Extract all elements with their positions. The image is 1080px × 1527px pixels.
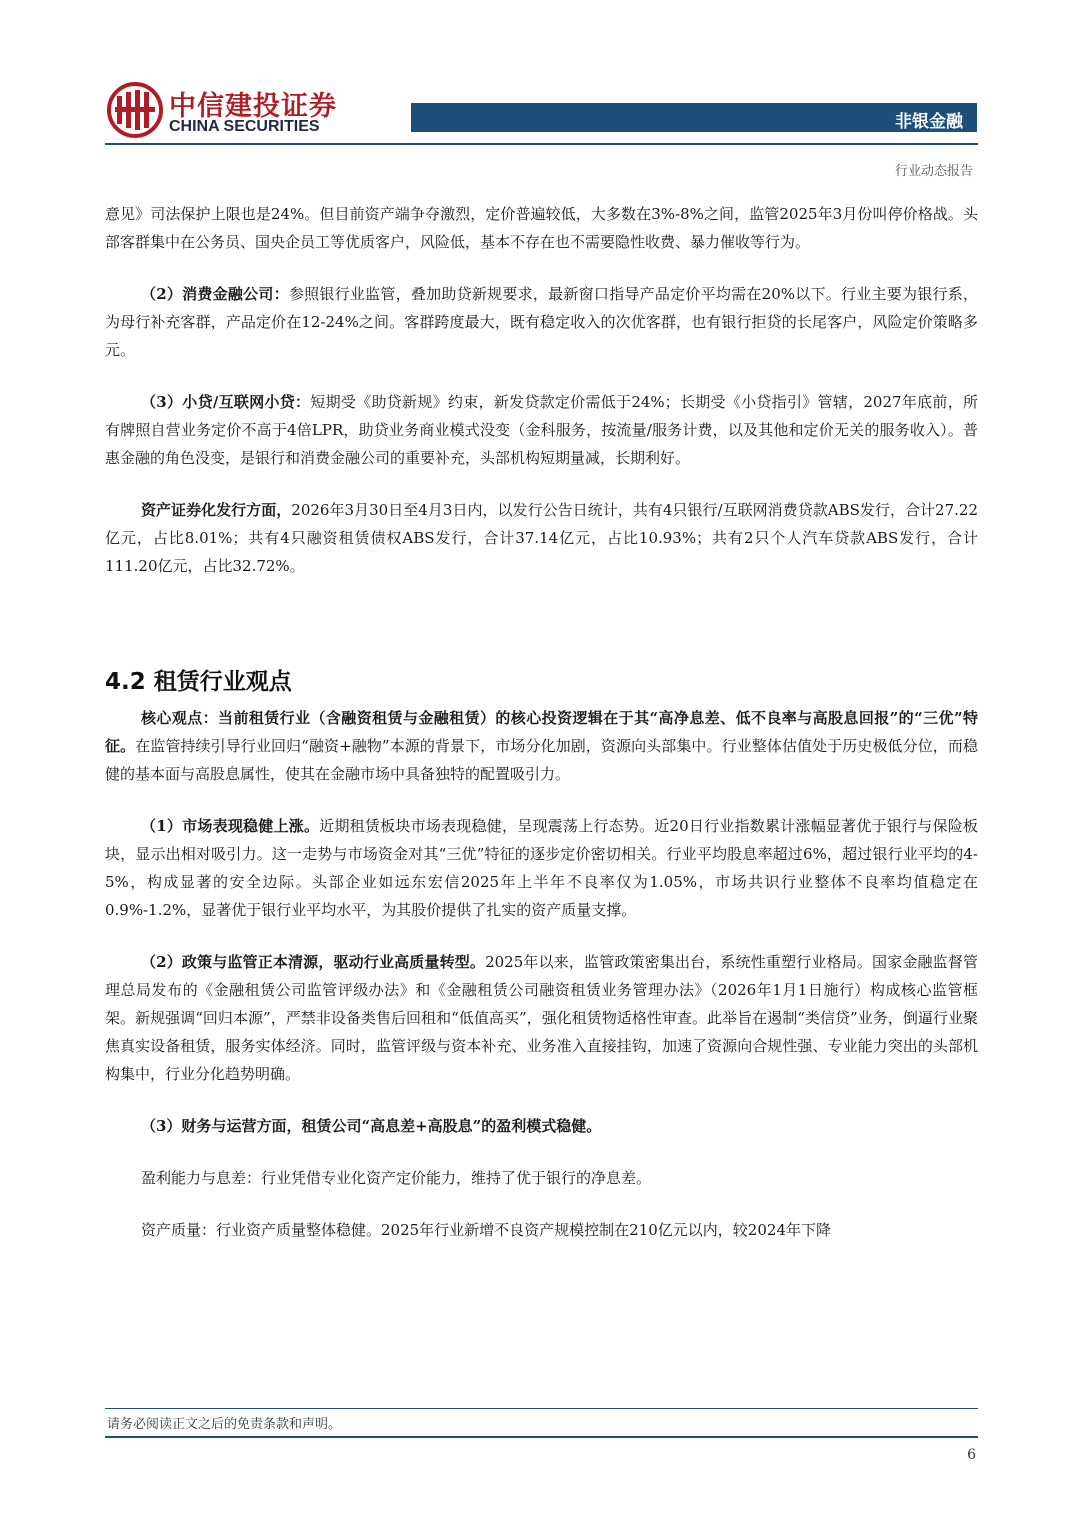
paragraph-regulation xyxy=(105,948,978,1088)
paragraph-microloan xyxy=(105,388,978,472)
paragraph-finance-ops: （3）财务与运营方面，租赁公司“高息差+高股息”的盈利模式稳健。 xyxy=(141,1117,602,1135)
banner-label: 非银金融 xyxy=(895,112,963,132)
disclaimer-note: 请务必阅读正文之后的免责条款和声明。 xyxy=(107,1417,342,1432)
footer-divider-top xyxy=(105,1408,978,1409)
paragraph-lead: 核心观点：当前租赁行业（含融资租赁与金融租赁）的核心投资逻辑在于其“高净息差、低不良率与高股息回报”的“三优”特征。 xyxy=(105,709,978,755)
logo-text-cn: 中信建投证券 xyxy=(169,91,337,122)
paragraph-market-performance xyxy=(105,812,978,924)
paragraph-profitability: 盈利能力与息差：行业凭借专业化资产定价能力，维持了优于银行的净息差。 xyxy=(141,1169,652,1187)
header-divider xyxy=(105,143,978,145)
page-number: 6 xyxy=(967,1447,976,1463)
paragraph-asset-quality: 资产质量：行业资产质量整体稳健。2025年行业新增不良资产规模控制在210亿元以内，较2024年下降 xyxy=(141,1221,831,1239)
paragraph-core-view xyxy=(105,704,978,788)
paragraph-abs-issuance xyxy=(105,496,978,580)
report-type-label: 行业动态报告 xyxy=(894,164,973,179)
paragraph-text: 2025年以来，监管政策密集出台，系统性重塑行业格局。国家金融监督管理总局发布的《金融租赁公司监管评级办法》和《金融租赁公司融资租赁业务管理办法》（2026年1月1日施行）构成核心监管框架。新规强调“回归本源”，严禁非设备类售后回租和“低值高买”，强化租赁物适格性审查。此举旨在遏制“类信贷”业务，倒逼行业聚焦真实设备租赁，服务实体经济。同时，监管评级与资本补充、业务准入直接挂钩，加速了资源向合规性强、专业能力突出的头部机构集中，行业分化趋势明确。 xyxy=(105,953,978,1083)
brand-logo xyxy=(107,82,347,142)
page-body xyxy=(105,200,978,1244)
logo-text-en: CHINA SECURITIES xyxy=(169,118,320,135)
citic-logo-icon xyxy=(107,82,163,138)
paragraph-text: 2026年3月30日至4月3日内，以发行公告日统计，共有4只银行/互联网消费贷款ABS发行，合计27.22亿元，占比8.01%；共有4只融资租赁债权ABS发行，合计37.14亿元，占比10.93%；共有2只个人汽车贷款ABS发行，合计111.20亿元，占比32.72%。 xyxy=(105,501,978,575)
paragraph-text: 在监管持续引导行业回归“融资+融物”本源的背景下，市场分化加剧，资源向头部集中。行业整体估值处于历史极低分位，而稳健的基本面与高股息属性，使其在金融市场中具备独特的配置吸引力。 xyxy=(105,737,978,783)
paragraph-1: 意见》司法保护上限也是24%。但目前资产端争夺激烈，定价普遍较低，大多数在3%-8%之间，监管2025年3月份叫停价格战。头部客群集中在公务员、国央企员工等优质客户，风险低，基本不存在也不需要隐性收费、暴力催收等行为。 xyxy=(105,205,978,251)
paragraph-lead: （2）消费金融公司： xyxy=(141,285,289,303)
section-heading: 4.2 租赁行业观点 xyxy=(105,669,292,695)
paragraph-text: 短期受《助贷新规》约束，新发贷款定价需低于24%；长期受《小贷指引》管辖，2027年底前，所有牌照自营业务定价不高于4倍LPR，助贷业务商业模式没变（金科服务，按流量/服务计费，以及其他和定价无关的服务收入）。普惠金融的角色没变，是银行和消费金融公司的重要补充，头部机构短期量减，长期利好。 xyxy=(105,393,978,467)
section-banner xyxy=(411,103,977,132)
paragraph-lead: （2）政策与监管正本清源，驱动行业高质量转型。 xyxy=(141,953,486,971)
paragraph-consumer-finance xyxy=(105,280,978,364)
paragraph-text: 参照银行业监管，叠加助贷新规要求，最新窗口指导产品定价平均需在20%以下。行业主要为银行系，为母行补充客群，产品定价在12-24%之间。客群跨度最大，既有稳定收入的次优客群，也有银行拒贷的长尾客户，风险定价策略多元。 xyxy=(105,285,978,359)
paragraph-lead: （3）小贷/互联网小贷： xyxy=(141,393,311,411)
footer-divider-bottom xyxy=(105,1436,978,1438)
paragraph-lead: 资产证券化发行方面， xyxy=(141,501,292,519)
paragraph-text: 近期租赁板块市场表现稳健，呈现震荡上行态势。近20日行业指数累计涨幅显著优于银行与保险板块，显示出相对吸引力。这一走势与市场资金对其“三优”特征的逐步定价密切相关。行业平均股息率超过6%，超过银行业平均的4-5%，构成显著的安全边际。头部企业如远东宏信2025年上半年不良率仅为1.05%，市场共识行业整体不良率均值稳定在0.9%-1.2%，显著优于银行业平均水平，为其股价提供了扎实的资产质量支撑。 xyxy=(105,817,978,919)
paragraph-lead: （1）市场表现稳健上涨。 xyxy=(141,817,320,835)
